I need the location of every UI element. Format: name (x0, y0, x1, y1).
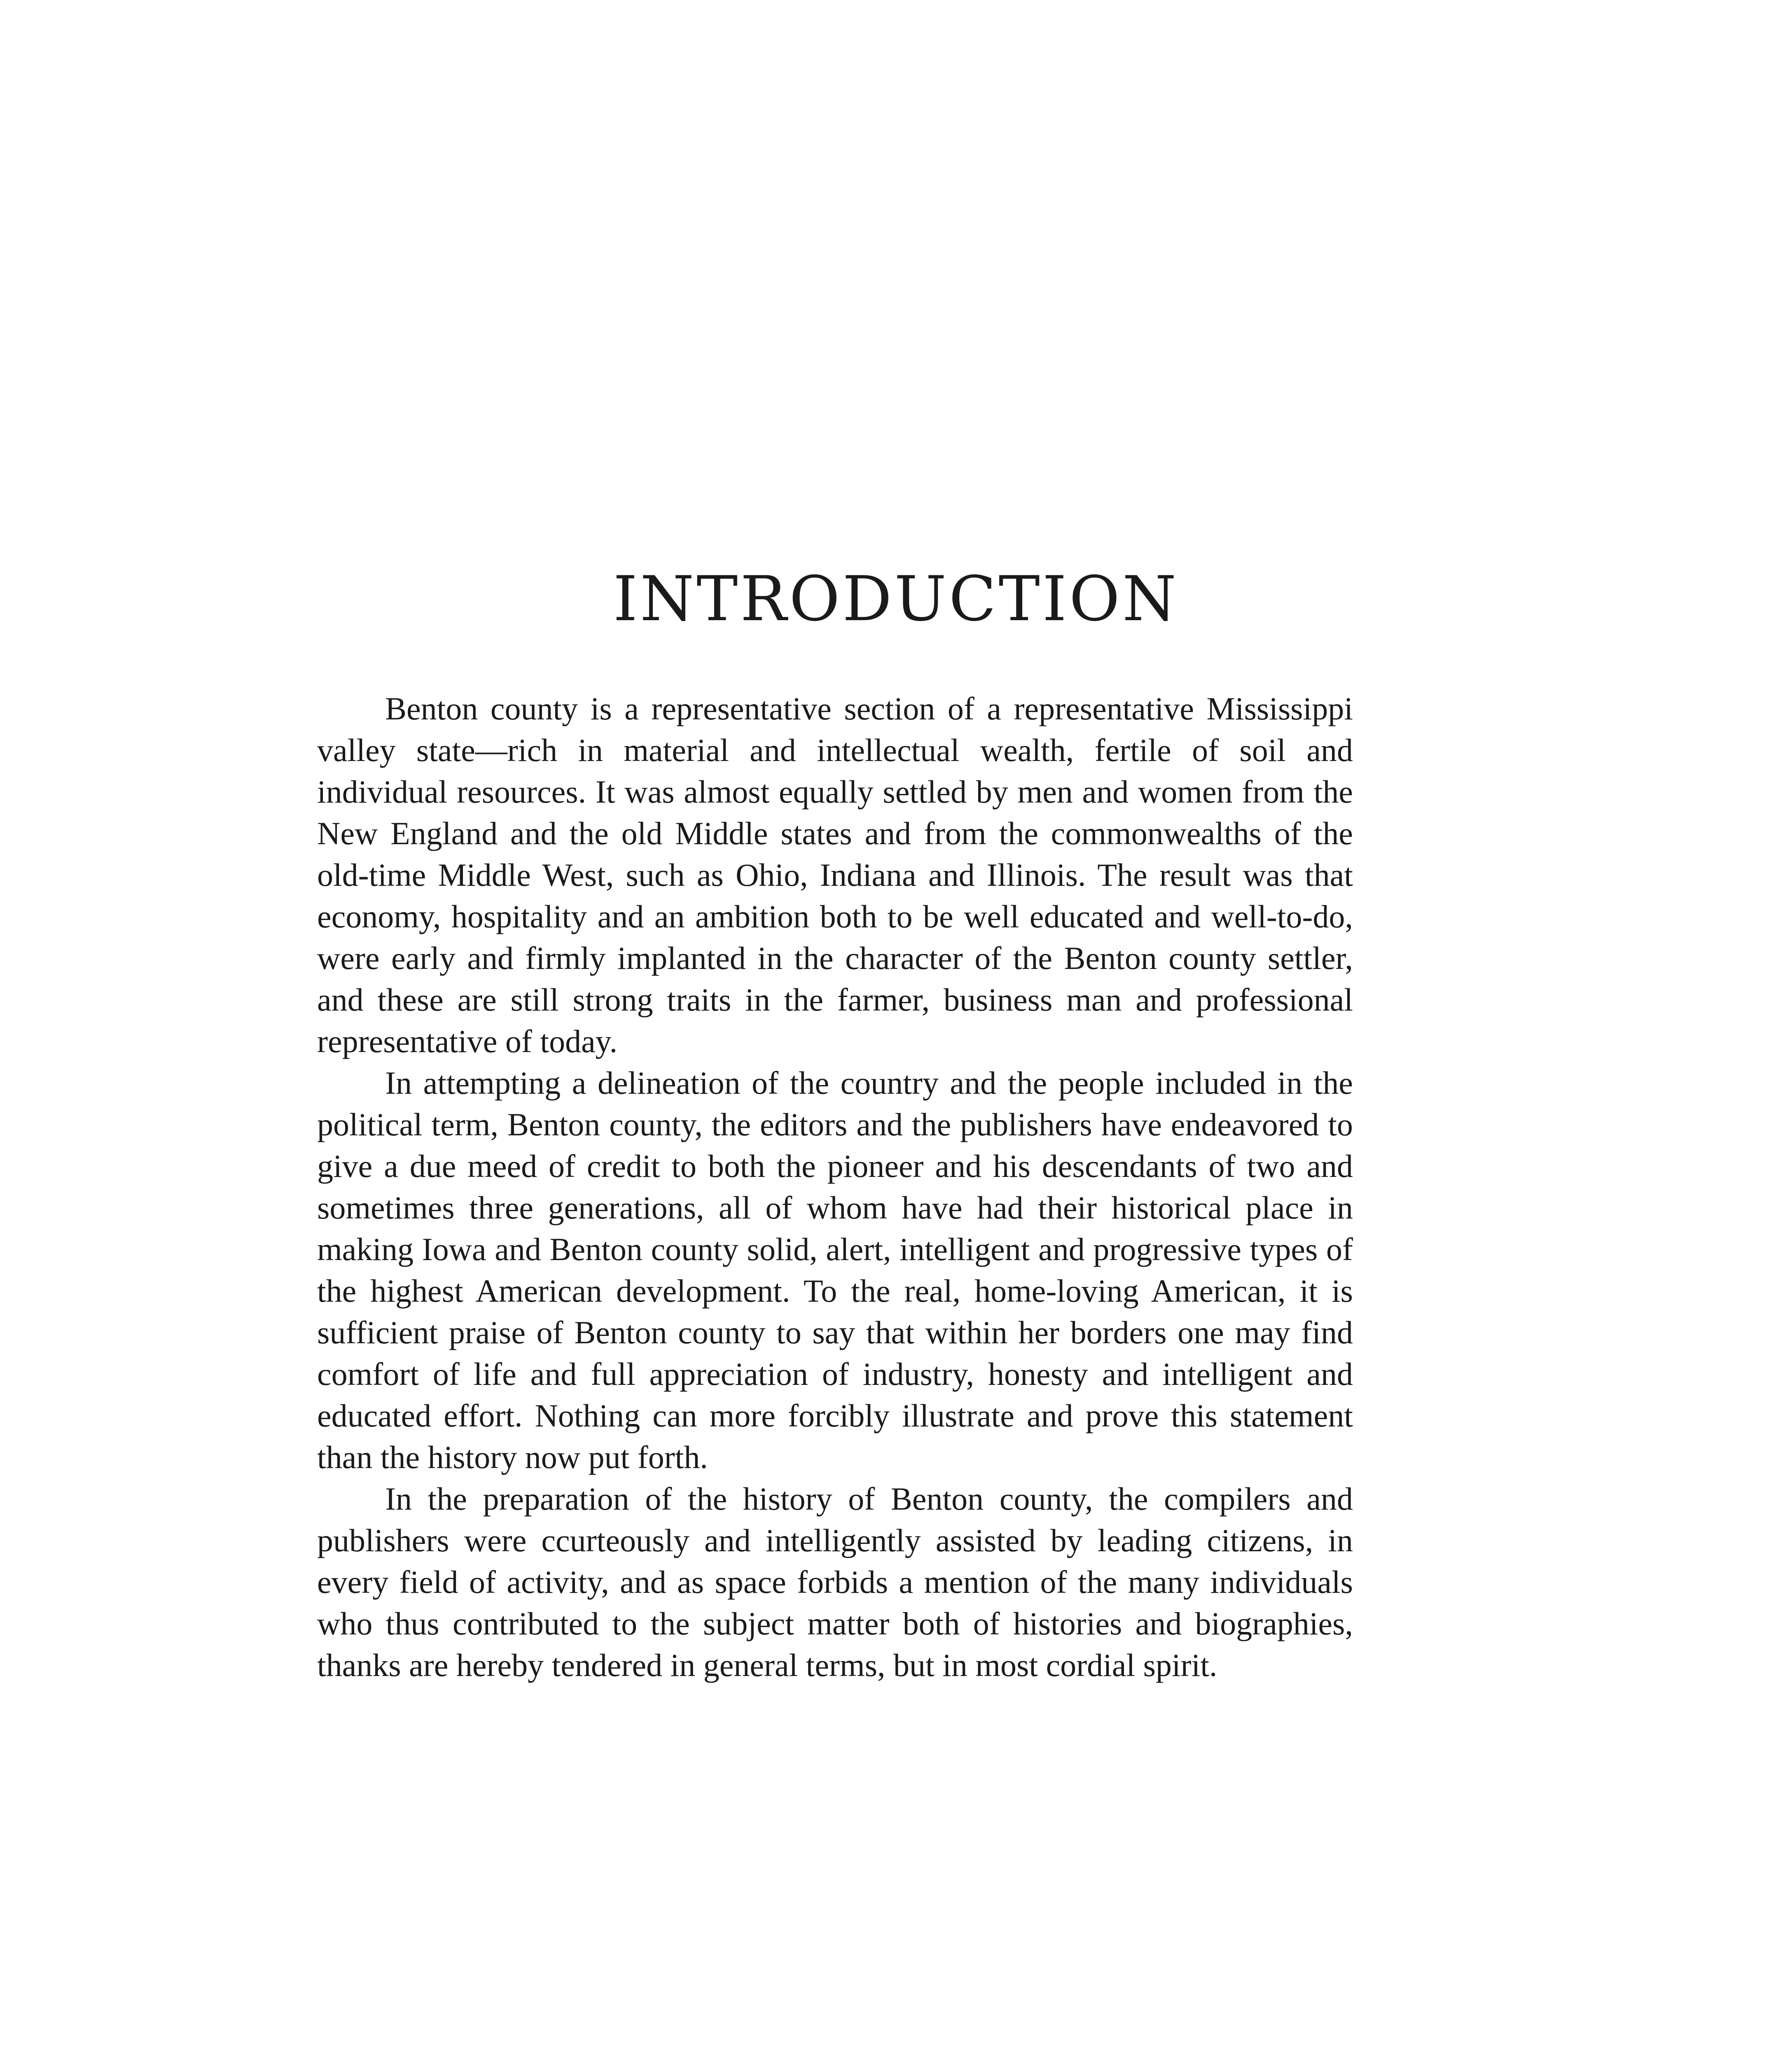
body-text (317, 688, 1353, 1686)
paragraph-3: In the preparation of the history of Benton county, the compilers and publishers were ccurteously and intelligently assisted by leading citizens, in every field of activity, and as space forbids a mention of the many individuals who thus contributed to the subject matter both of histories and biographies, thanks are hereby tendered in general terms, but in most cordial spirit. (317, 1481, 1353, 1683)
paragraph-1: Benton county is a representative section of a representative Mississippi valley state—rich in material and intellectual wealth, fertile of soil and individual resources. It was almost equally settled by men and women from the New England and the old Middle states and from the commonwealths of the old-time Middle West, such as Ohio, Indiana and Illinois. The result was that economy, hospitality and an ambition both to be well educated and well-to-do, were early and firmly implanted in the character of the Benton county settler, and these are still strong traits in the farmer, business man and professional representative of today. (317, 691, 1353, 1059)
page-title: INTRODUCTION (613, 563, 1179, 635)
paragraph-2: In attempting a delineation of the country and the people included in the political term, Benton county, the editors and the publishers have endeavored to give a due meed of credit to both the pioneer and his descendants of two and sometimes three generations, all of whom have had their historical place in making Iowa and Benton county solid, alert, intelligent and progressive types of the highest American development. To the real, home-loving American, it is sufficient praise of Benton county to say that within her borders one may find comfort of life and full appreciation of industry, honesty and intelligent and educated effort. Nothing can more forcibly illustrate and prove this statement than the history now put forth. (317, 1065, 1353, 1475)
